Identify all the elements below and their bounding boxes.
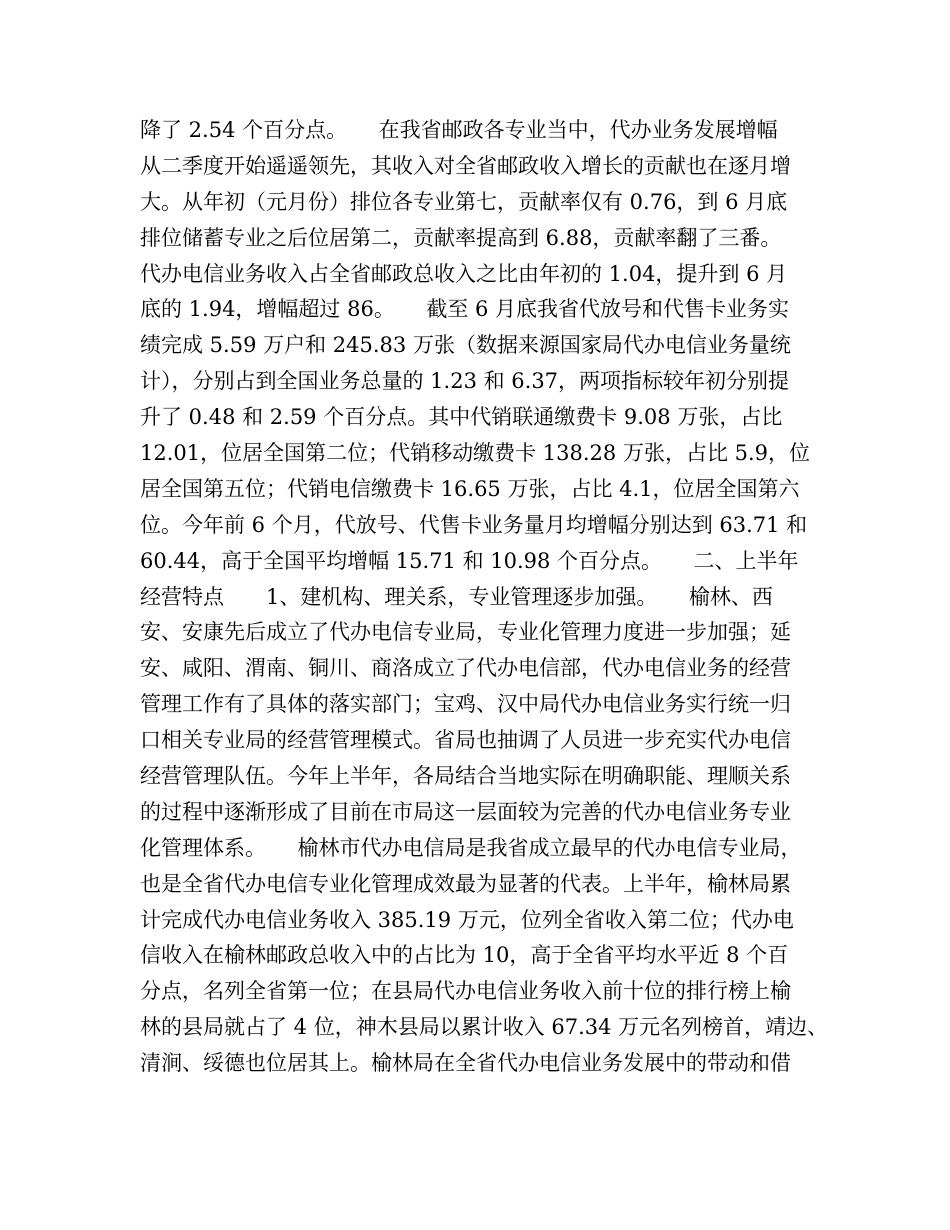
text-line: 12.01，位居全国第二位；代销移动缴费卡 138.28 万张，占比 5.9，位 bbox=[140, 441, 811, 466]
text-line: 从二季度开始遥遥领先，其收入对全省邮政收入增长的贡献也在逐月增 bbox=[140, 153, 791, 178]
text-line: 管理工作有了具体的落实部门；宝鸡、汉中局代办电信业务实行统一归 bbox=[140, 692, 791, 717]
text-line: 化管理体系。 榆林市代办电信局是我省成立最早的代办电信专业局， bbox=[140, 835, 802, 860]
text-line: 计完成代办电信业务收入 385.19 万元，位列全省收入第二位；代办电 bbox=[140, 907, 794, 932]
text-line: 分点，名列全省第一位；在县局代办电信业务收入前十位的排行榜上榆 bbox=[140, 979, 791, 1004]
text-line: 林的县局就占了 4 位，神木县局以累计收入 67.34 万元名列榜首，靖边、 bbox=[140, 1015, 829, 1040]
text-line: 计），分别占到全国业务总量的 1.23 和 6.37，两项指标较年初分别提 bbox=[140, 369, 790, 394]
text-line: 绩完成 5.59 万户和 245.83 万张（数据来源国家局代办电信业务量统 bbox=[140, 333, 791, 358]
text-line: 60.44，高于全国平均增幅 15.71 和 10.98 个百分点。 二、上半年 bbox=[140, 548, 799, 573]
body-text bbox=[140, 113, 830, 1082]
text-line: 居全国第五位；代销电信缴费卡 16.65 万张，占比 4.1，位居全国第六 bbox=[140, 476, 800, 501]
text-line: 大。从年初（元月份）排位各专业第七，贡献率仅有 0.76，到 6 月底 bbox=[140, 189, 788, 214]
text-line: 底的 1.94，增幅超过 86。 截至 6 月底我省代放号和代售卡业务实 bbox=[140, 297, 790, 322]
text-line: 清涧、绥德也位居其上。榆林局在全省代办电信业务发展中的带动和借 bbox=[140, 1051, 791, 1076]
text-line: 信收入在榆林邮政总收入中的占比为 10，高于全省平均水平近 8 个百 bbox=[140, 943, 789, 968]
text-line: 升了 0.48 和 2.59 个百分点。其中代销联通缴费卡 9.08 万张，占比 bbox=[140, 405, 783, 430]
text-line: 经营特点 1、建机构、理关系，专业管理逐步加强。 榆林、西 bbox=[140, 584, 773, 609]
text-line: 经营管理队伍。今年上半年，各局结合当地实际在明确职能、理顺关系 bbox=[140, 764, 791, 789]
text-line: 位。今年前 6 个月，代放号、代售卡业务量月均增幅分别达到 63.71 和 bbox=[140, 512, 808, 537]
text-line: 也是全省代办电信专业化管理成效最为显著的代表。上半年，榆林局累 bbox=[140, 871, 791, 896]
text-line: 代办电信业务收入占全省邮政总收入之比由年初的 1.04，提升到 6 月 bbox=[140, 261, 788, 286]
text-line: 安、安康先后成立了代办电信专业局，专业化管理力度进一步加强；延 bbox=[140, 620, 791, 645]
text-line: 的过程中逐渐形成了目前在市局这一层面较为完善的代办电信业务专业 bbox=[140, 799, 791, 824]
text-line: 降了 2.54 个百分点。 在我省邮政各专业当中，代办业务发展增幅 bbox=[140, 118, 778, 142]
text-line: 口相关专业局的经营管理模式。省局也抽调了人员进一步充实代办电信 bbox=[140, 728, 791, 753]
text-line: 安、咸阳、渭南、铜川、商洛成立了代办电信部，代办电信业务的经营 bbox=[140, 656, 791, 681]
text-line: 排位储蓄专业之后位居第二，贡献率提高到 6.88，贡献率翻了三番。 bbox=[140, 225, 782, 250]
